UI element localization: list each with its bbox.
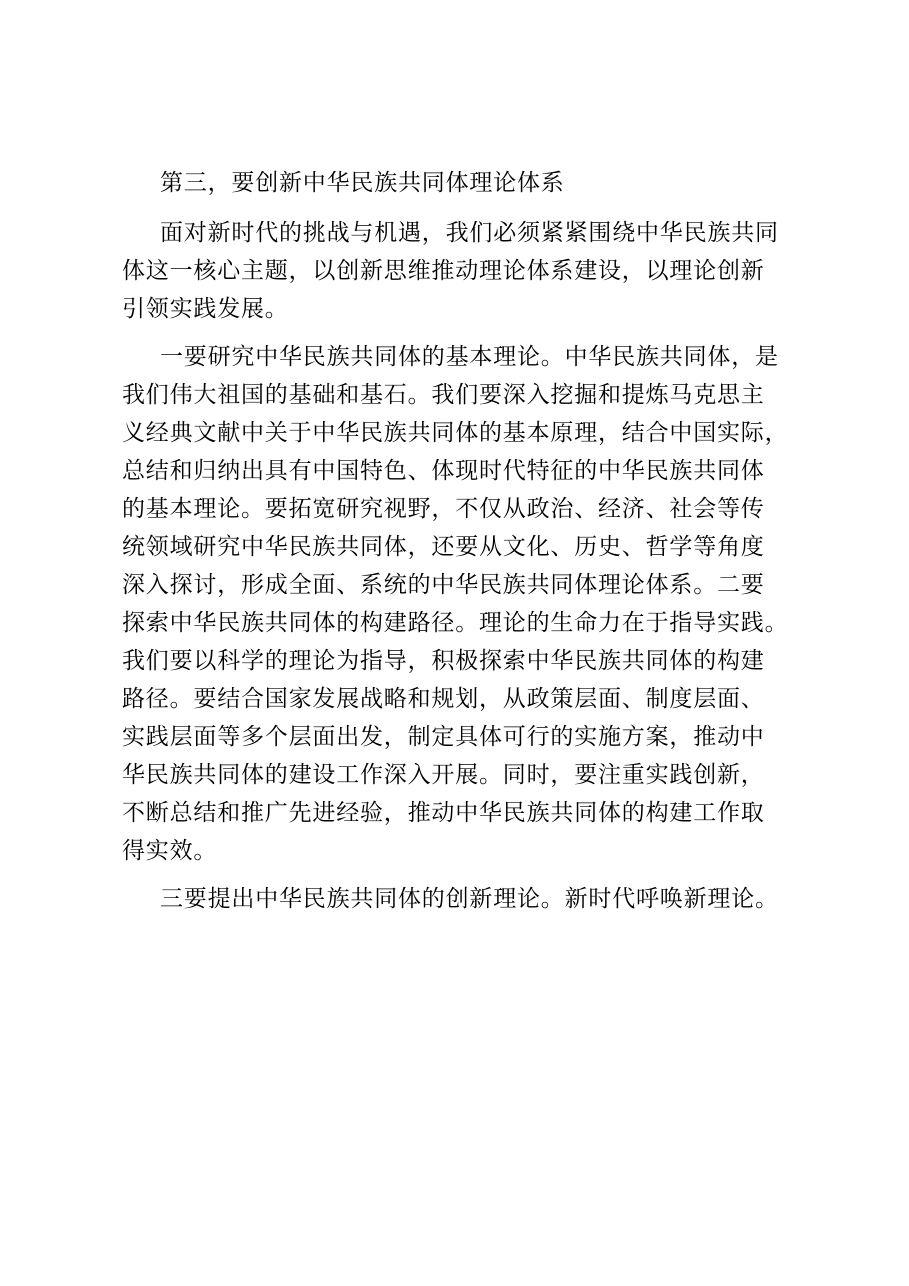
- paragraph-line: 三要提出中华民族共同体的创新理论。新时代呼唤新理论。: [160, 886, 779, 912]
- spacer: [122, 202, 812, 214]
- paragraph-line: 总结和归纳出具有中国特色、体现时代特征的中华民族共同体: [122, 458, 765, 484]
- paragraph-line: 统领域研究中华民族共同体，还要从文化、历史、哲学等角度: [122, 534, 765, 560]
- paragraph-line: 义经典文献中关于中华民族共同体的基本原理，结合中国实际，: [122, 420, 789, 446]
- paragraph-line: 不断总结和推广先进经验，推动中华民族共同体的构建工作取: [122, 800, 765, 826]
- paragraph-line: 实践层面等多个层面出发，制定具体可行的实施方案，推动中: [122, 724, 765, 750]
- paragraph-3: [122, 880, 812, 918]
- paragraph-line: 得实效。: [122, 838, 218, 864]
- paragraph-line: 深入探讨，形成全面、系统的中华民族共同体理论体系。二要: [122, 572, 765, 598]
- paragraph-line: 我们伟大祖国的基础和基石。我们要深入挖掘和提炼马克思主: [122, 382, 765, 408]
- paragraph-line: 体这一核心主题，以创新思维推动理论体系建设，以理论创新: [122, 258, 765, 284]
- paragraph-line: 探索中华民族共同体的构建路径。理论的生命力在于指导实践。: [122, 610, 789, 636]
- paragraph-line: 一要研究中华民族共同体的基本理论。中华民族共同体，是: [160, 344, 779, 370]
- paragraph-line: 路径。要结合国家发展战略和规划，从政策层面、制度层面、: [122, 686, 765, 712]
- paragraph-2: [122, 338, 812, 870]
- document-body: [122, 164, 812, 918]
- paragraph-line: 我们要以科学的理论为指导，积极探索中华民族共同体的构建: [122, 648, 765, 674]
- paragraph-line: 的基本理论。要拓宽研究视野，不仅从政治、经济、社会等传: [122, 496, 765, 522]
- paragraph-line: 面对新时代的挑战与机遇，我们必须紧紧围绕中华民族共同: [160, 220, 779, 246]
- paragraph-line: 华民族共同体的建设工作深入开展。同时，要注重实践创新，: [122, 762, 765, 788]
- spacer: [122, 870, 812, 880]
- paragraph-line: 引领实践发展。: [122, 296, 289, 322]
- section-heading: 第三，要创新中华民族共同体理论体系: [160, 170, 565, 196]
- spacer: [122, 328, 812, 338]
- paragraph-1: [122, 214, 812, 328]
